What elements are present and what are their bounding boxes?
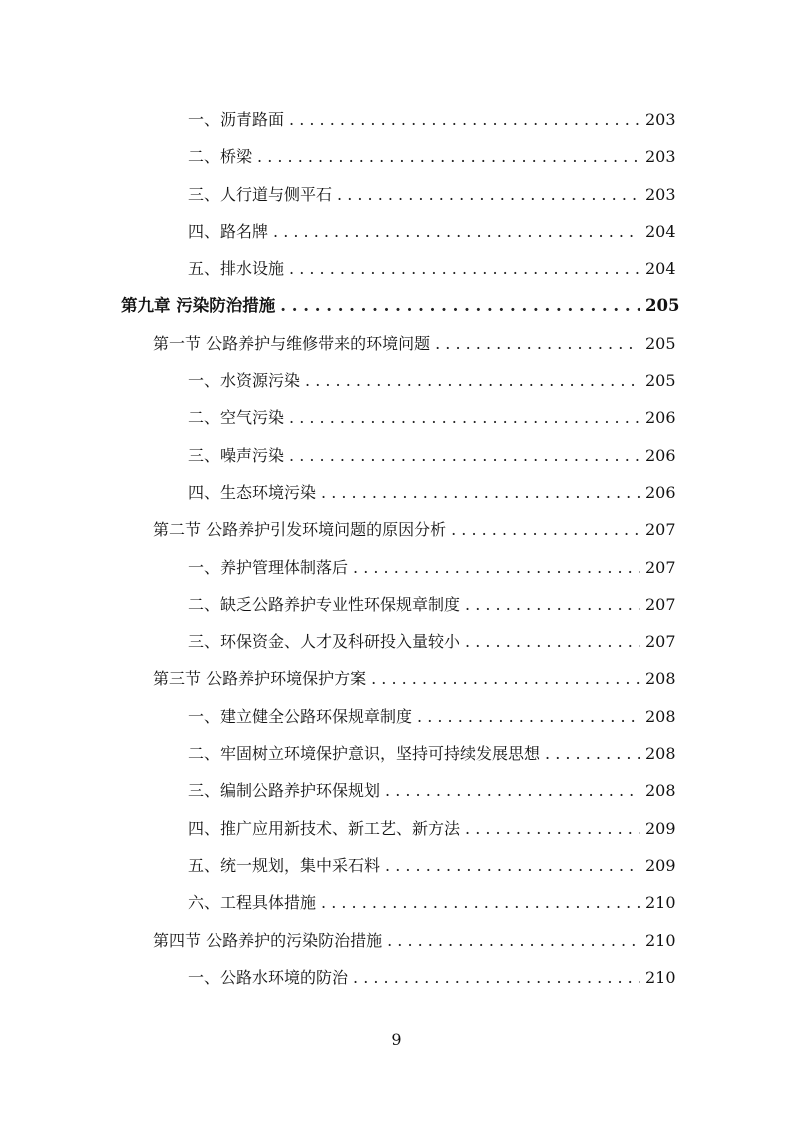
toc-item[interactable]	[0, 847, 793, 884]
toc-section[interactable]	[0, 325, 793, 362]
toc-entry-title: 三、噪声污染	[188, 445, 285, 465]
toc-entry-page: 204	[645, 259, 676, 279]
toc-entry-title: 三、环保资金、人才及科研投入量较小	[188, 632, 461, 652]
table-of-contents	[0, 101, 793, 996]
toc-entry-title: 四、推广应用新技术、新工艺、新方法	[188, 818, 461, 838]
toc-entry-page: 203	[645, 147, 676, 167]
toc-item[interactable]	[0, 399, 793, 436]
dot-leader	[321, 884, 640, 921]
toc-item[interactable]	[0, 101, 793, 138]
dot-leader	[417, 698, 640, 735]
toc-entry-title: 三、编制公路养护环保规划	[188, 781, 381, 801]
toc-entry-page: 206	[645, 408, 676, 428]
toc-entry-page: 207	[645, 594, 676, 614]
toc-section[interactable]	[0, 511, 793, 548]
toc-entry-title: 二、空气污染	[188, 408, 285, 428]
toc-entry-page: 208	[645, 706, 676, 726]
dot-leader	[435, 325, 640, 362]
toc-entry-title: 五、排水设施	[188, 259, 285, 279]
toc-item[interactable]	[0, 698, 793, 735]
toc-entry-title: 第一节 公路养护与维修带来的环境问题	[153, 333, 431, 353]
toc-entry-title: 二、缺乏公路养护专业性环保规章制度	[188, 594, 461, 614]
toc-entry-page: 206	[645, 482, 676, 502]
dot-leader	[257, 138, 640, 175]
toc-entry-title: 四、生态环境污染	[188, 482, 317, 502]
toc-entry-page: 207	[645, 557, 676, 577]
dot-leader	[289, 399, 640, 436]
toc-item[interactable]	[0, 586, 793, 623]
toc-item[interactable]	[0, 176, 793, 213]
toc-entry-title: 第三节 公路养护环境保护方案	[153, 669, 367, 689]
dot-leader	[353, 959, 640, 996]
toc-entry-page: 209	[645, 855, 676, 875]
dot-leader	[280, 287, 640, 324]
toc-entry-page: 207	[645, 520, 676, 540]
toc-entry-title: 六、工程具体措施	[188, 893, 317, 913]
toc-chapter[interactable]	[0, 287, 793, 324]
dot-leader	[321, 474, 640, 511]
toc-entry-page: 207	[645, 632, 676, 652]
toc-item[interactable]	[0, 474, 793, 511]
dot-leader	[465, 810, 640, 847]
toc-item[interactable]	[0, 623, 793, 660]
toc-item[interactable]	[0, 549, 793, 586]
page-number: 9	[391, 1030, 402, 1049]
toc-entry-page: 210	[645, 930, 676, 950]
dot-leader	[353, 549, 640, 586]
toc-entry-title: 第二节 公路养护引发环境问题的原因分析	[153, 520, 447, 540]
toc-item[interactable]	[0, 810, 793, 847]
dot-leader	[371, 660, 640, 697]
toc-entry-page: 205	[645, 296, 680, 316]
dot-leader	[465, 586, 640, 623]
dot-leader	[545, 735, 640, 772]
toc-section[interactable]	[0, 922, 793, 959]
dot-leader	[289, 250, 640, 287]
dot-leader	[305, 362, 640, 399]
toc-item[interactable]	[0, 772, 793, 809]
toc-item[interactable]	[0, 362, 793, 399]
toc-entry-page: 210	[645, 893, 676, 913]
toc-entry-page: 210	[645, 967, 676, 987]
toc-entry-title: 一、水资源污染	[188, 371, 301, 391]
toc-entry-title: 一、养护管理体制落后	[188, 557, 349, 577]
toc-item[interactable]	[0, 250, 793, 287]
toc-entry-page: 208	[645, 781, 676, 801]
toc-entry-page: 204	[645, 221, 676, 241]
dot-leader	[385, 772, 640, 809]
dot-leader	[465, 623, 640, 660]
dot-leader	[337, 176, 640, 213]
toc-item[interactable]	[0, 959, 793, 996]
toc-section[interactable]	[0, 660, 793, 697]
toc-entry-title: 四、路名牌	[188, 221, 269, 241]
toc-entry-title: 二、桥梁	[188, 147, 253, 167]
toc-entry-title: 五、统一规划，集中采石料	[188, 855, 381, 875]
toc-entry-page: 205	[645, 371, 676, 391]
toc-entry-page: 203	[645, 184, 676, 204]
toc-entry-page: 203	[645, 110, 676, 129]
toc-item[interactable]	[0, 735, 793, 772]
toc-entry-title: 一、沥青路面	[188, 110, 285, 129]
toc-entry-title: 二、牢固树立环境保护意识，坚持可持续发展思想	[188, 744, 541, 764]
dot-leader	[451, 511, 640, 548]
dot-leader	[387, 922, 640, 959]
toc-item[interactable]	[0, 138, 793, 175]
toc-entry-title: 第九章 污染防治措施	[121, 296, 276, 316]
toc-entry-title: 一、建立健全公路环保规章制度	[188, 706, 413, 726]
toc-item[interactable]	[0, 437, 793, 474]
toc-entry-title: 第四节 公路养护的污染防治措施	[153, 930, 383, 950]
dot-leader	[289, 101, 640, 138]
toc-entry-title: 三、人行道与侧平石	[188, 184, 333, 204]
toc-entry-page: 209	[645, 818, 676, 838]
dot-leader	[273, 213, 640, 250]
toc-entry-title: 一、公路水环境的防治	[188, 967, 349, 987]
dot-leader	[289, 437, 640, 474]
toc-entry-page: 208	[645, 669, 676, 689]
toc-item[interactable]	[0, 213, 793, 250]
toc-item[interactable]	[0, 884, 793, 921]
dot-leader	[385, 847, 640, 884]
toc-entry-page: 205	[645, 333, 676, 353]
toc-entry-page: 206	[645, 445, 676, 465]
toc-entry-page: 208	[645, 744, 676, 764]
